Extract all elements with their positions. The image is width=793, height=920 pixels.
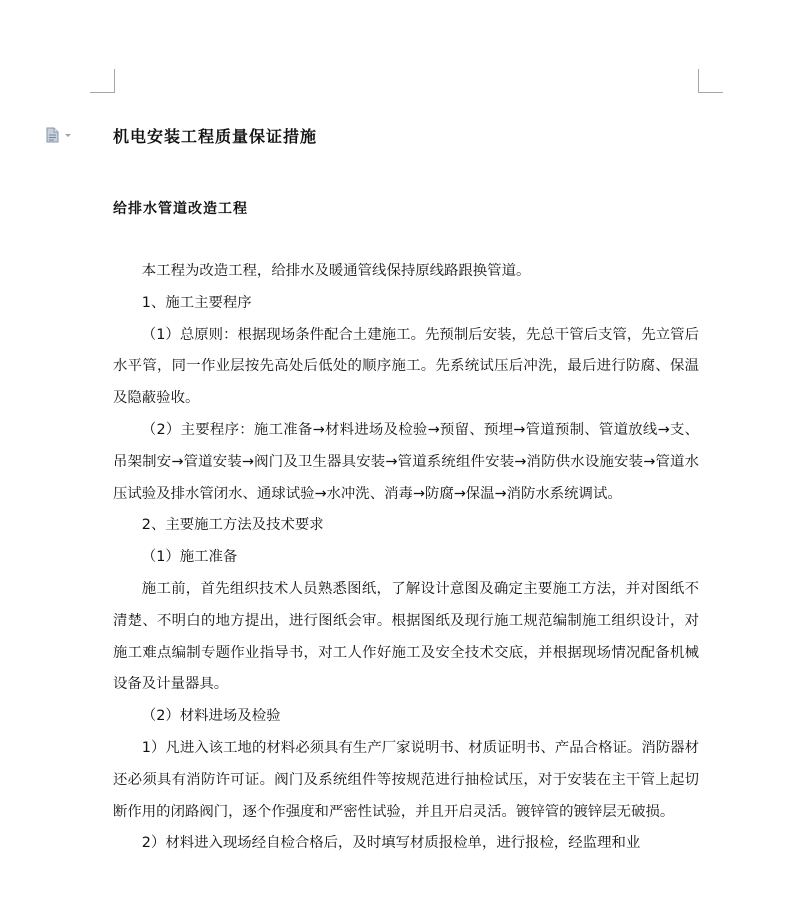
paragraph: （2）材料进场及检验	[141, 708, 281, 725]
document-title: 机电安装工程质量保证措施	[113, 127, 318, 146]
paragraph: （2）主要程序：施工准备→材料进场及检验→预留、预埋→管道预制、管道放线→支、吊架制安→管道安装→阀门及卫生器具安装→管道系统组件安装→消防供水设施安装→管道水压试验及排水管闭水、通球试验→水冲洗、消毒→防腐→保温→消防水系统调试。	[113, 421, 699, 502]
section-heading: 给排水管道改造工程	[113, 201, 248, 217]
paragraph: 2、主要施工方法及技术要求	[141, 517, 324, 534]
paragraph: 2）材料进入现场经自检合格后，及时填写材质报检单，进行报检，经监理和业	[141, 835, 641, 852]
page-corner-mark-top-left	[90, 69, 115, 93]
paragraph: 施工前，首先组织技术人员熟悉图纸，了解设计意图及确定主要施工方法，并对图纸不清楚、不明白的地方提出，进行图纸会审。根据图纸及现行施工规范编制施工组织设计，对施工难点编制专题作业指导书，对工人作好施工及安全技术交底，并根据现场情况配备机械设备及计量器具。	[113, 580, 699, 693]
paragraph: 1）凡进入该工地的材料必须具有生产厂家说明书、材质证明书、产品合格证。消防器材还必须具有消防许可证。阀门及系统组件等按规范进行抽检试压，对于安装在主干管上起切断作用的闭路阀门，逐个作强度和严密性试验，并且开启灵活。镀锌管的镀锌层无破损。	[113, 739, 699, 820]
paragraph: 1、施工主要程序	[141, 294, 252, 311]
document-body	[113, 256, 699, 860]
paragraph: （1）施工准备	[141, 549, 238, 566]
paragraph: （1）总原则：根据现场条件配合土建施工。先预制后安装，先总干管后支管，先立管后水平管，同一作业层按先高处后低处的顺序施工。先系统试压后冲洗，最后进行防腐、保温及隐蔽验收。	[113, 326, 699, 407]
paragraph: 本工程为改造工程，给排水及暖通管线保持原线路跟换管道。	[141, 263, 531, 279]
document-icon[interactable]	[46, 127, 76, 143]
page-corner-mark-top-right	[698, 69, 723, 93]
